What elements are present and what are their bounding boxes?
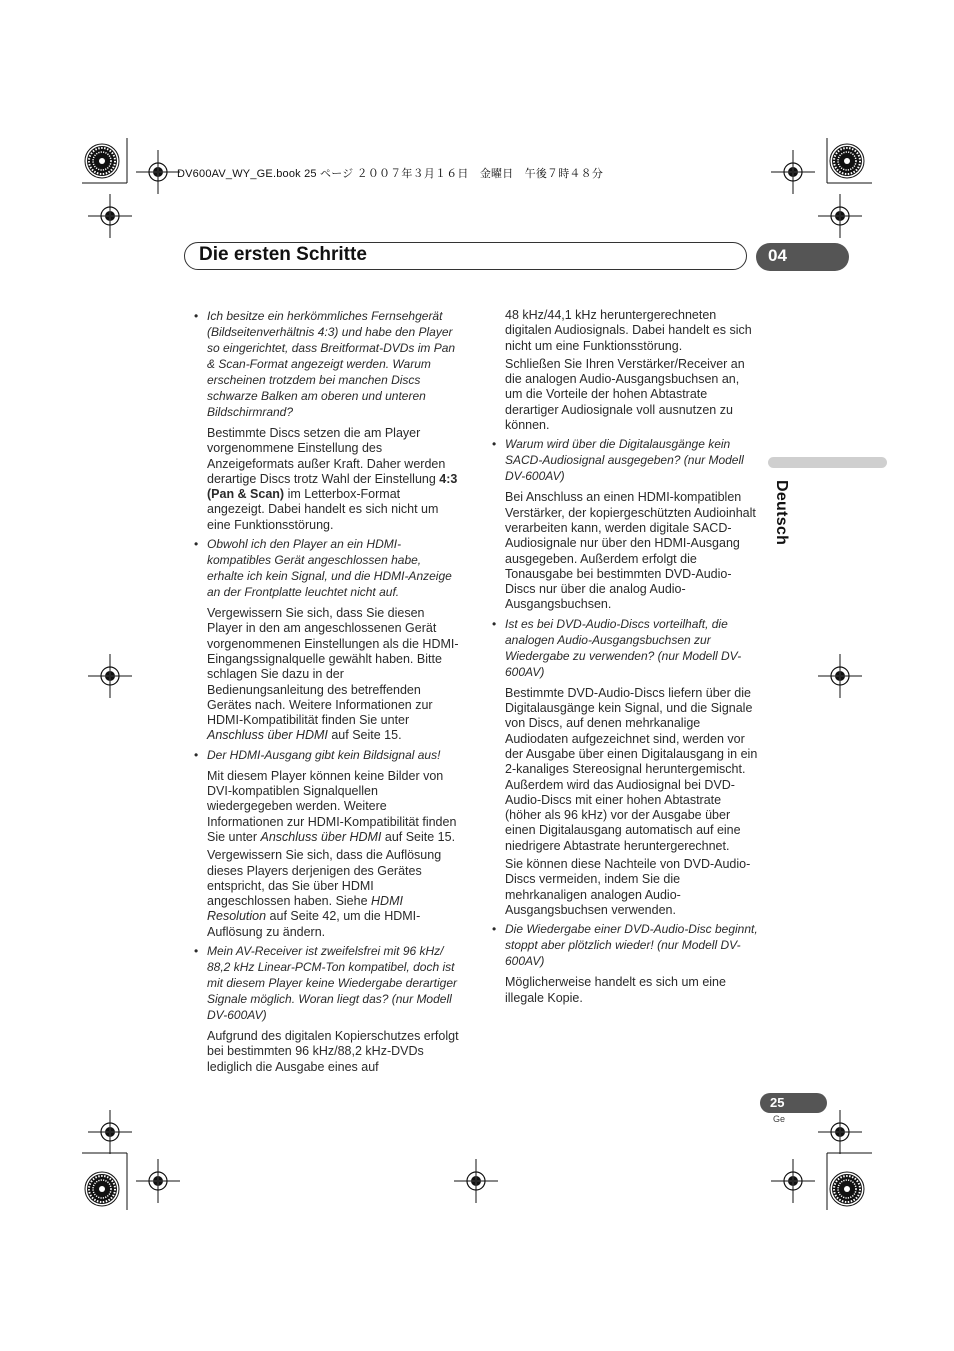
chapter-badge	[756, 243, 849, 271]
registration-cross-icon	[818, 654, 862, 698]
registration-burst-icon	[830, 1172, 864, 1206]
faq-answer: Möglicherweise handelt es sich um eine illegale Kopie.	[505, 975, 726, 1005]
faq-question: • Warum wird über die Digitalausgänge kein SACD-Audiosignal ausgegeben? (nur Modell DV-600AV)	[505, 436, 758, 484]
page-number-badge	[760, 1093, 827, 1113]
faq-answer: Bei Anschluss an einen HDMI-kompatiblen Verstärker, der kopiergeschützten Audioinhalt verarbeiten kann, werden digitale SACD-Audiosignale nur über den HDMI-Ausgang ausgegeben. Außerdem erfolgt die Tonausgabe bei bestimmten DVD-Audio-Discs nur über die analog Audio-Ausgangsbuchsen.	[505, 490, 756, 612]
faq-answer: Mit diesem Player können keine Bilder von DVI-kompatiblen Signalquellen wiedergegeben werden. Weitere Informationen zur HDMI-Kompatibilität finden Sie unter Anschluss über HDMI auf Seite 15.	[207, 768, 457, 844]
faq-answer: Bestimmte Discs setzen die am Player vorgenommene Einstellung des Anzeigeformats außer Kraft. Daher werden derartige Discs trotz Wahl der Einstellung 4:3 (Pan & Scan) im Letterbox-Format angezeigt. Dabei handelt es sich nicht um eine Funktionsstörung.	[207, 426, 458, 532]
registration-cross-icon	[454, 1159, 498, 1203]
language-tab-label: Deutsch	[773, 480, 790, 546]
faq-answer: Vergewissern Sie sich, dass Sie diesen Player in den am angeschlossenen Gerät vorgenommenen Einstellungen als die HDMI-Eingangssignalquelle gewählt haben. Bitte schlagen Sie dazu in der Bedienungsanleitung des betreffenden Gerätes nach. Weitere Informationen zur HDMI-Kompatibilität finden Sie unter Anschluss über HDMI auf Seite 15.	[207, 606, 459, 743]
chapter-header	[184, 242, 747, 270]
faq-question: • Die Wiedergabe einer DVD-Audio-Disc beginnt, stoppt aber plötzlich wieder! (nur Modell DV-600AV)	[505, 921, 758, 969]
faq-question: • Ist es bei DVD-Audio-Discs vorteilhaft, die analogen Audio-Ausgangsbuchsen zur Wiedergabe zu verwenden? (nur Modell DV-600AV)	[505, 616, 758, 680]
faq-answer: Bestimmte DVD-Audio-Discs liefern über die Digitalausgänge kein Signal, und die Signale von Discs, auf denen mehrkanalige Audiodaten aufgezeichnet sind, werden vor der Ausgabe über einen Digitalausgang in ein 2-kanaliges Stereosignal heruntergemischt. Außerdem wird das Audiosignal bei DVD-Audio-Discs mit einer hohen Abtastrate (höher als 96 kHz) vor der Ausgabe über einen Digitalausgang automatisch auf eine niedrigere Abtastrate heruntergerechnet.	[505, 685, 758, 853]
faq-question: • Mein AV-Receiver ist zweifelsfrei mit 96 kHz/ 88,2 kHz Linear-PCM-Ton kompatibel, doch ist mit diesem Player keine Wiedergabe derartiger Signale möglich. Woran liegt das? (nur Modell DV-600AV)	[207, 943, 460, 1023]
chapter-number: 04	[768, 246, 787, 265]
registration-burst-icon	[85, 144, 119, 178]
registration-cross-icon	[818, 194, 862, 238]
print-file-info: DV600AV_WY_GE.book 25 ページ ２００７年３月１６日 金曜日 午後７時４８分	[177, 168, 604, 180]
registration-burst-icon	[85, 1172, 119, 1206]
left-column	[207, 308, 460, 1078]
faq-answer: Sie können diese Nachteile von DVD-Audio-Discs vermeiden, indem Sie die mehrkanaligen analogen Audio-Ausgangsbuchsen verwenden.	[505, 857, 751, 917]
language-tab-bar	[768, 457, 887, 468]
registration-cross-icon	[818, 1110, 862, 1154]
faq-answer: Aufgrund des digitalen Kopierschutzes erfolgt bei bestimmten 96 kHz/88,2 kHz-DVDs lediglich die Ausgabe eines auf	[207, 1029, 459, 1074]
registration-cross-icon	[771, 150, 815, 194]
faq-question: • Ich besitze ein herkömmliches Fernsehgerät (Bildseitenverhältnis 4:3) und habe den Player so eingerichtet, dass Breitformat-DVDs im Pan & Scan-Format angezeigt werden. Warum erscheinen trotzdem bei manchen Discs schwarze Balken am oberen und unteren Bildschirmrand?	[207, 308, 460, 420]
registration-cross-icon	[136, 150, 180, 194]
registration-cross-icon	[136, 1159, 180, 1203]
page-number: 25	[770, 1095, 785, 1110]
registration-cross-icon	[88, 194, 132, 238]
faq-answer: Vergewissern Sie sich, dass die Auflösung dieses Players derjenigen des Gerätes entspricht, das Sie über HDMI angeschlossen haben. Siehe HDMI Resolution auf Seite 42, um die HDMI-Auflösung zu ändern.	[207, 848, 442, 939]
faq-answer: 48 kHz/44,1 kHz heruntergerechneten digitalen Audiosignals. Dabei handelt es sich nicht um eine Funktionsstörung.	[505, 308, 752, 353]
registration-cross-icon	[88, 654, 132, 698]
registration-cross-icon	[88, 1110, 132, 1154]
faq-answer: Schließen Sie Ihren Verstärker/Receiver an die analogen Audio-Ausgangsbuchsen an, um die Vorteile der hohen Abtastrate derartiger Audiosignale voll ausnutzen zu können.	[505, 356, 745, 433]
right-column	[505, 308, 758, 1009]
registration-burst-icon	[830, 144, 864, 178]
faq-question: • Der HDMI-Ausgang gibt kein Bildsignal aus!	[207, 747, 460, 763]
registration-cross-icon	[771, 1159, 815, 1203]
faq-question: • Obwohl ich den Player an ein HDMI-kompatibles Gerät angeschlossen habe, erhalte ich kein Signal, und die HDMI-Anzeige an der Frontplatte leuchtet nicht auf.	[207, 536, 460, 600]
page-title: Die ersten Schritte	[199, 244, 367, 265]
page-language-code: Ge	[773, 1114, 786, 1124]
